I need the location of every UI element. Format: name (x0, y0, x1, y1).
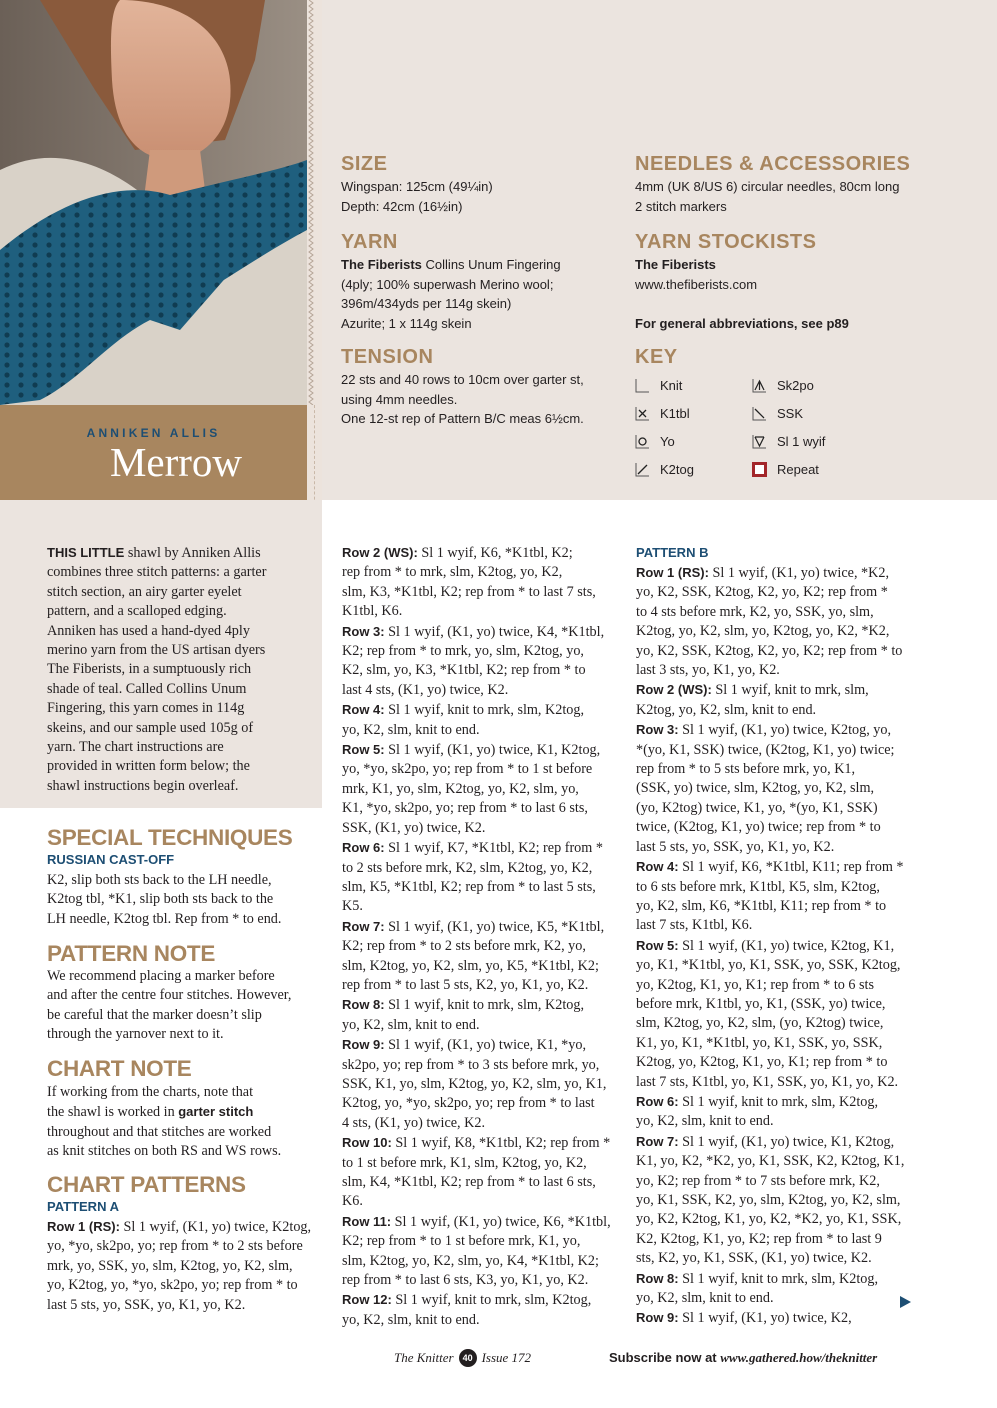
intro-line: yarn. The chart instructions are (47, 739, 224, 756)
key-item-k1tbl (635, 406, 690, 421)
text-line: the shawl is worked in (47, 1104, 179, 1121)
row-label: Row 5: (636, 937, 679, 953)
text-line: as knit stitches on both RS and WS rows. (47, 1143, 282, 1160)
k2tog-symbol-icon (635, 462, 650, 477)
text-line: sts, K2, yo, K1, SSK, (K1, yo) twice, K2. (636, 1250, 872, 1267)
text-line: slm, K2tog, yo, K2, slm, (yo, K2tog) twice, (636, 1015, 884, 1032)
text-line: yo, K2tog, yo, *yo, sk2po, yo; rep from * to (47, 1277, 298, 1294)
text-line: Sl 1 wyif, knit to mrk, slm, K2tog, (384, 997, 585, 1014)
text-line: slm, K2tog, yo, K2, slm, yo, K5, *K1tbl, K2; (342, 957, 599, 974)
text-line: yo, K2, slm, knit to end. (342, 1311, 480, 1328)
intro-line: shade of teal. Called Collins Unum (47, 680, 247, 697)
tension-line: 22 sts and 40 rows to 10cm over garter st, (341, 372, 584, 387)
text-line: Sl 1 wyif, K6, *K1tbl, K11; rep from * (678, 859, 904, 876)
row-label: Row 8: (342, 997, 385, 1013)
text-line: Sl 1 wyif, (K1, yo) twice, K2, (678, 1310, 852, 1327)
text-line: slm, K4, *K1tbl, K2; rep from * to last 6 sts, (342, 1174, 596, 1190)
tension-heading: TENSION (341, 346, 434, 368)
text-line: rep from * to 5 sts before mrk, yo, K1, (636, 761, 856, 778)
yarn-line: Collins Unum Fingering (421, 257, 561, 272)
text-line: Sl 1 wyif, K7, *K1tbl, K2; rep from * (384, 840, 603, 857)
yarn-heading: YARN (341, 231, 398, 253)
sk2po-symbol-icon (752, 378, 767, 393)
key-label: Knit (660, 378, 683, 393)
row-label: Row 1 (RS): (47, 1219, 120, 1234)
pattern-row (636, 857, 904, 877)
text-line: (yo, K2tog) twice, K1, yo, *(yo, K1, SSK) (636, 799, 878, 816)
text-line: Sl 1 wyif, K8, *K1tbl, K2; rep from * (391, 1135, 611, 1152)
key-item-yo (635, 434, 675, 449)
key-label: Yo (660, 434, 675, 449)
row-label: Row 10: (342, 1135, 392, 1151)
text-line: (SSK, yo) twice, slm, K2tog, yo, K2, slm, (636, 780, 875, 797)
yarn-line: 396m/434yds per 114g skein) (341, 296, 512, 311)
pattern-b-rows-column (636, 563, 904, 1329)
continue-arrow-icon (900, 1296, 911, 1308)
pattern-row (342, 1035, 611, 1055)
text-line: Sl 1 wyif, knit to mrk, slm, K2tog, (678, 1093, 879, 1110)
text-line: yo, K2, slm, knit to end. (636, 1113, 774, 1130)
pattern-row (636, 1269, 904, 1289)
text-line: throughout and that stitches are worked (47, 1123, 272, 1140)
text-line: last 3 sts, yo, K1, yo, K2. (636, 662, 780, 679)
size-heading: SIZE (341, 153, 388, 175)
row-label: Row 5: (342, 742, 385, 758)
text-line: to 2 sts before mrk, K2, slm, K2tog, yo, K2, (342, 859, 593, 876)
pattern-row (636, 680, 904, 700)
text-line: K1, *yo, sk2po, yo; rep from * to last 6 sts, (342, 800, 588, 817)
yarn-brand: The Fiberists (341, 257, 422, 272)
yarn-line: (4ply; 100% superwash Merino wool; (341, 276, 554, 292)
text-line: to 4 sts before mrk, K2, yo, SSK, yo, slm, (636, 603, 874, 620)
row-label: Row 12: (342, 1292, 392, 1308)
text-line: yo, K2, slm, knit to end. (636, 1290, 774, 1307)
stockist-name: The Fiberists (635, 257, 716, 272)
model-photo (0, 0, 307, 405)
key-label: SSK (777, 406, 804, 421)
text-line: slm, K2tog, yo, K2, slm, yo, K4, *K1tbl, K2; (342, 1252, 599, 1269)
row-label: Row 9: (342, 1037, 385, 1053)
intro-line: shawl by Anniken Allis (124, 545, 261, 561)
footer-subscribe (609, 1350, 877, 1366)
intro-line: combines three stitch patterns: a garter (47, 564, 267, 581)
yo-symbol-icon (635, 434, 650, 449)
text-line: yo, *yo, sk2po, yo; rep from * to 2 sts before (47, 1238, 303, 1255)
intro-text (47, 543, 266, 796)
text-line: yo, K2; rep from * to 7 sts before mrk, K2, (636, 1172, 880, 1189)
pattern-row (342, 1133, 611, 1153)
magazine-name: The Knitter (394, 1350, 454, 1365)
pattern-row (342, 1212, 611, 1232)
text-line: mrk, yo, SSK, yo, slm, K2tog, yo, K2, slm, (47, 1257, 293, 1274)
perforation-edge (307, 0, 316, 405)
pattern-title: Merrow (109, 439, 243, 485)
chart-patterns-heading: CHART PATTERNS (47, 1172, 246, 1197)
intro-line: merino yarn from the US artisan dyers (47, 642, 266, 659)
sl1wyif-symbol-icon (752, 434, 767, 449)
chart-note-text (47, 1083, 281, 1162)
needles-line: 4mm (UK 8/US 6) circular needles, 80cm long (635, 179, 900, 194)
text-line: before mrk, K1tbl, yo, K1, (SSK, yo) twice, (636, 995, 886, 1012)
text-line: K6. (342, 1193, 363, 1210)
row-label: Row 9: (636, 1310, 679, 1326)
row-label: Row 3: (342, 623, 385, 639)
pattern-row (342, 622, 611, 642)
text-line: Sl 1 wyif, knit to mrk, slm, K2tog, (384, 702, 585, 719)
text-line: be careful that the marker doesn’t slip (47, 1006, 262, 1023)
intro-line: provided in written form below; the (47, 758, 250, 775)
text-line: rep from * to mrk, slm, K2tog, yo, K2, (342, 564, 563, 581)
russian-cast-off-heading: RUSSIAN CAST-OFF (47, 852, 175, 867)
pattern-note-heading: PATTERN NOTE (47, 941, 216, 966)
row-label: Row 4: (342, 702, 385, 718)
footer-magazine (394, 1349, 531, 1367)
key-label: K2tog (660, 462, 694, 477)
tension-line: using 4mm needles. (341, 391, 458, 407)
info-panel (322, 0, 997, 500)
page-spine (307, 0, 322, 500)
size-line: Depth: 42cm (16½in) (341, 198, 463, 214)
intro-line: shawl instructions begin overleaf. (47, 777, 239, 794)
row-label: Row 7: (342, 918, 385, 934)
pattern-row (636, 1092, 904, 1112)
ssk-symbol-icon (752, 406, 767, 421)
key-item-sk2po (752, 378, 814, 393)
text-line: last 4 sts, (K1, yo) twice, K2. (342, 681, 509, 698)
text-line: K2, slm, yo, K3, *K1tbl, K2; rep from * to (342, 662, 586, 679)
text-line: K1, yo, K2, *K2, yo, K1, SSK, K2, K2tog, K1, (636, 1153, 905, 1170)
text-line: SSK, (K1, yo) twice, K2. (342, 819, 486, 836)
repeat-symbol-icon (752, 462, 767, 477)
knit-symbol-icon (635, 378, 650, 393)
intro-line: stitch section, an airy garter eyelet (47, 583, 242, 600)
text-line: K5. (342, 898, 363, 915)
text-line: *(yo, K1, SSK) twice, (K2tog, K1, yo) twice; (636, 741, 895, 758)
key-item-k2tog (635, 462, 694, 477)
text-line: SSK, K1, yo, slm, K2tog, yo, K2, slm, yo, K1, (342, 1075, 607, 1092)
text-line: through the yarnover next to it. (47, 1026, 224, 1043)
text-line: Sl 1 wyif, (K1, yo) twice, K6, *K1tbl, (391, 1213, 611, 1230)
needles-heading: NEEDLES & ACCESSORIES (635, 153, 911, 175)
issue-number: Issue 172 (481, 1350, 532, 1365)
text-line: Sl 1 wyif, (K1, yo) twice, K2tog, (119, 1219, 312, 1235)
text-line: 4 sts, (K1, yo) twice, K2. (342, 1114, 486, 1131)
designer-name: ANNIKEN ALLIS (86, 426, 221, 440)
chart-note-heading: CHART NOTE (47, 1056, 192, 1081)
needles-text (635, 177, 899, 216)
tension-line: One 12-st rep of Pattern B/C meas 6½cm. (341, 411, 584, 426)
text-line: K2tog tbl, *K1, slip both sts back to the (47, 891, 274, 908)
key-label: Repeat (777, 462, 819, 477)
text-line: K2; rep from * to 1 st before mrk, K1, yo, (342, 1233, 581, 1250)
size-text (341, 177, 493, 216)
text-line: yo, *yo, sk2po, yo; rep from * to 1 st before (342, 761, 593, 778)
text-line: Sl 1 wyif, knit to mrk, slm, K2tog, (678, 1270, 879, 1287)
pattern-row (342, 700, 611, 720)
text-line: K2tog, yo, *yo, sk2po, yo; rep from * to last (342, 1095, 595, 1112)
intro-lead: THIS LITTLE (47, 545, 125, 560)
subscribe-url[interactable]: www.gathered.how/theknitter (720, 1350, 878, 1365)
pattern-note-text (47, 967, 291, 1045)
key-heading: KEY (635, 346, 678, 368)
text-line: Sl 1 wyif, (K1, yo) twice, K1, K2tog, (678, 1133, 895, 1150)
pattern-row (342, 740, 611, 760)
text-line: K1tbl, K6. (342, 603, 403, 620)
pattern-a-heading: PATTERN A (47, 1199, 119, 1214)
key-item-sl1wyif (752, 434, 825, 449)
text-line: last 5 sts, yo, SSK, yo, K1, yo, K2. (47, 1296, 246, 1313)
garter-stitch-bold: garter stitch (178, 1104, 254, 1120)
pattern-row (636, 563, 904, 583)
text-line: to 1 st before mrk, K1, slm, K2tog, yo, K2, (342, 1154, 587, 1171)
text-line: K2, K2tog, K1, yo, K2; rep from * to last 9 (636, 1230, 882, 1247)
key-label: Sl 1 wyif (777, 434, 826, 449)
pattern-row (636, 720, 904, 740)
subscribe-text: Subscribe now at (609, 1350, 721, 1365)
stockists-text (635, 255, 849, 333)
row-label: Row 2 (WS): (636, 682, 712, 698)
row-label: Row 7: (636, 1133, 679, 1149)
pattern-a-rows-column (342, 543, 611, 1330)
text-line: Sl 1 wyif, (K1, yo) twice, *K2, (708, 565, 890, 581)
special-techniques-heading: SPECIAL TECHNIQUES (47, 825, 293, 850)
text-line: and after the centre four stitches. However, (47, 987, 292, 1004)
intro-line: pattern, and a scalloped edging. (47, 603, 227, 620)
text-line: Sl 1 wyif, (K1, yo) twice, K1, K2tog, (384, 742, 601, 759)
pattern-a-text (47, 1217, 311, 1315)
text-line: Sl 1 wyif, knit to mrk, slm, (711, 682, 869, 699)
yarn-line: Azurite; 1 x 114g skein (341, 315, 472, 331)
stockists-heading: YARN STOCKISTS (635, 231, 817, 253)
text-line: last 7 sts, K1tbl, yo, K1, SSK, yo, K1, yo, K2. (636, 1073, 899, 1090)
pattern-row (342, 543, 611, 563)
text-line: last 5 sts, yo, SSK, yo, K1, yo, K2. (636, 838, 835, 855)
pattern-row (342, 838, 611, 858)
text-line: last 7 sts, K1tbl, K6. (636, 917, 753, 934)
text-line: yo, K2, K2tog, K1, yo, K2, *K2, yo, K1, SSK, (636, 1211, 902, 1228)
key-label: K1tbl (660, 406, 690, 421)
text-line: yo, K2, slm, K6, *K1tbl, K11; rep from * to (636, 897, 887, 914)
text-line: rep from * to last 6 sts, K3, yo, K1, yo, K2. (342, 1272, 589, 1289)
key-item-knit (635, 378, 682, 393)
row-label: Row 2 (WS): (342, 545, 418, 560)
text-line: to 6 sts before mrk, K1tbl, K5, slm, K2tog, (636, 878, 880, 895)
text-line: Sl 1 wyif, knit to mrk, slm, K2tog, (391, 1292, 592, 1309)
key-item-repeat (752, 462, 819, 477)
text-line: Sl 1 wyif, K6, *K1tbl, K2; (417, 545, 573, 561)
pattern-row (636, 1132, 904, 1152)
text-line: mrk, K1, yo, slm, K2tog, yo, K2, slm, yo, (342, 780, 579, 797)
intro-line: Anniken has used a hand-dyed 4ply (47, 622, 250, 639)
yarn-text (341, 255, 561, 333)
text-line: K2tog, yo, K2, slm, yo, K2tog, yo, K2, *K2, (636, 623, 890, 640)
text-line: yo, K2, slm, knit to end. (342, 721, 480, 738)
pattern-row (342, 1290, 611, 1310)
row-label: Row 8: (636, 1270, 679, 1286)
intro-line: Fingering, this yarn comes in 114g (47, 700, 245, 717)
pattern-row (342, 917, 611, 937)
pattern-row (342, 995, 611, 1015)
text-line: Sl 1 wyif, (K1, yo) twice, K4, *K1tbl, (384, 623, 605, 640)
text-line: yo, K1, SSK, K2, yo, slm, K2tog, yo, K2, slm, (636, 1192, 901, 1208)
text-line: K2tog, yo, K2, slm, knit to end. (636, 701, 817, 718)
text-line: K2; rep from * to mrk, yo, slm, K2tog, yo, (342, 643, 584, 660)
text-line: yo, K1, *K1tbl, yo, K1, SSK, yo, SSK, K2tog, (636, 957, 901, 974)
pattern-row (636, 936, 904, 956)
text-line: Sl 1 wyif, (K1, yo) twice, K2tog, K1, (678, 937, 895, 954)
text-line: K2tog, yo, K2tog, K1, yo, K1; rep from * to (636, 1054, 888, 1071)
text-line: We recommend placing a marker before (47, 968, 275, 984)
text-line: yo, K2tog, K1, yo, K1; rep from * to 6 sts (636, 976, 875, 993)
abbreviations-note: For general abbreviations, see p89 (635, 315, 849, 331)
text-line: slm, K3, *K1tbl, K2; rep from * to last 7 sts, (342, 583, 596, 600)
row-label: Row 6: (342, 840, 385, 856)
title-block (0, 405, 307, 500)
row-label: Row 11: (342, 1213, 392, 1229)
row-label: Row 6: (636, 1093, 679, 1109)
text-line: rep from * to last 5 sts, K2, yo, K1, yo, K2. (342, 976, 589, 993)
intro-line: The Fiberists, in a sumptuously rich (47, 661, 252, 678)
text-line: sk2po, yo; rep from * to 3 sts before mrk, yo, (342, 1056, 600, 1073)
page-number: 40 (459, 1349, 477, 1367)
pattern-row (636, 1308, 904, 1328)
key-item-ssk (752, 406, 803, 421)
text-line: Sl 1 wyif, (K1, yo) twice, K2tog, yo, (678, 722, 892, 739)
stockist-url: www.thefiberists.com (635, 276, 758, 292)
pattern-b-heading: PATTERN B (636, 545, 709, 560)
text-line: twice, (K2tog, K1, yo) twice; rep from * to (636, 819, 881, 836)
tension-text (341, 370, 584, 429)
text-line: K2; rep from * to 2 sts before mrk, K2, yo, (342, 938, 586, 955)
intro-line: skeins, and our sample used 105g of (47, 719, 254, 736)
text-line: yo, K2, SSK, K2tog, K2, yo, K2; rep from * to (636, 642, 903, 659)
text-line: K1, yo, K1, *K1tbl, yo, K1, SSK, yo, SSK, (636, 1034, 883, 1051)
text-line: Sl 1 wyif, (K1, yo) twice, K5, *K1tbl, (384, 918, 605, 935)
k1tbl-symbol-icon (635, 406, 650, 421)
text-line: K2, slip both sts back to the LH needle, (47, 872, 272, 888)
size-line: Wingspan: 125cm (49¼in) (341, 179, 493, 194)
text-line: yo, K2, SSK, K2tog, K2, yo, K2; rep from * (636, 584, 888, 601)
text-line: Sl 1 wyif, (K1, yo) twice, K1, *yo, (384, 1037, 586, 1054)
text-line: LH needle, K2tog tbl. Rep from * to end. (47, 910, 282, 927)
special-techniques-text (47, 871, 281, 929)
text-line: slm, K5, *K1tbl, K2; rep from * to last 5 sts, (342, 878, 596, 895)
needles-line: 2 stitch markers (635, 198, 727, 214)
row-label: Row 4: (636, 859, 679, 875)
key-label: Sk2po (777, 378, 814, 393)
row-label: Row 3: (636, 722, 679, 738)
text-line: yo, K2, slm, knit to end. (342, 1016, 480, 1033)
row-label: Row 1 (RS): (636, 565, 709, 580)
text-line: If working from the charts, note that (47, 1084, 254, 1100)
